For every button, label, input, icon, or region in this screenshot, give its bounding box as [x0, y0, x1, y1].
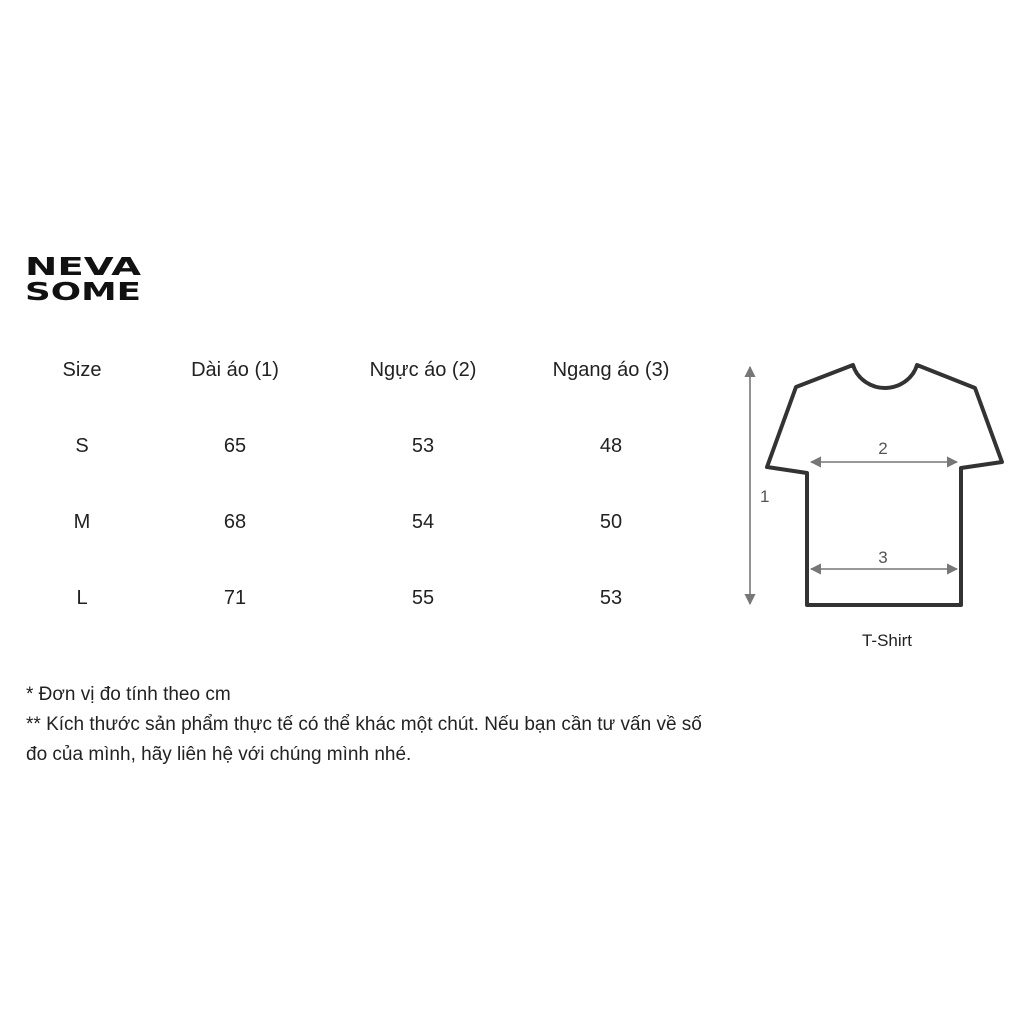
row-l-length: 71 [223, 587, 247, 609]
row-s-chest: 53 [411, 435, 435, 457]
row-l-size: L [76, 587, 88, 609]
diagram-caption: T-Shirt [861, 631, 913, 650]
row-s-size: S [75, 435, 89, 457]
header-width: Ngang áo (3) [552, 359, 670, 381]
tshirt-diagram [735, 355, 1015, 615]
header-chest: Ngực áo (2) [369, 359, 477, 381]
chest-label: 2 [878, 439, 888, 458]
size-table [0, 0, 720, 640]
row-s-width: 48 [599, 435, 623, 457]
header-length: Dài áo (1) [191, 359, 279, 381]
row-m-chest: 54 [411, 511, 435, 533]
unit-note: * Đơn vị đo tính theo cm [26, 684, 231, 705]
row-m-length: 68 [223, 511, 247, 533]
disclaimer-note: ** Kích thước sản phẩm thực tế có thể khác một chút. Nếu bạn cần tư vấn về số đo của mình, hãy liên hệ với chúng mình nhé. [26, 714, 702, 765]
tshirt-drawing [735, 355, 1015, 615]
row-l-width: 53 [599, 587, 623, 609]
notes [26, 680, 726, 770]
width-label: 3 [878, 548, 888, 567]
length-label: 1 [760, 487, 770, 506]
row-l-chest: 55 [411, 587, 435, 609]
svg-text:NEVA: NEVA [25, 254, 141, 281]
row-m-width: 50 [599, 511, 623, 533]
svg-text:SOME: SOME [25, 277, 141, 302]
row-m-size: M [73, 511, 91, 533]
header-size: Size [62, 359, 102, 381]
row-s-length: 65 [223, 435, 247, 457]
